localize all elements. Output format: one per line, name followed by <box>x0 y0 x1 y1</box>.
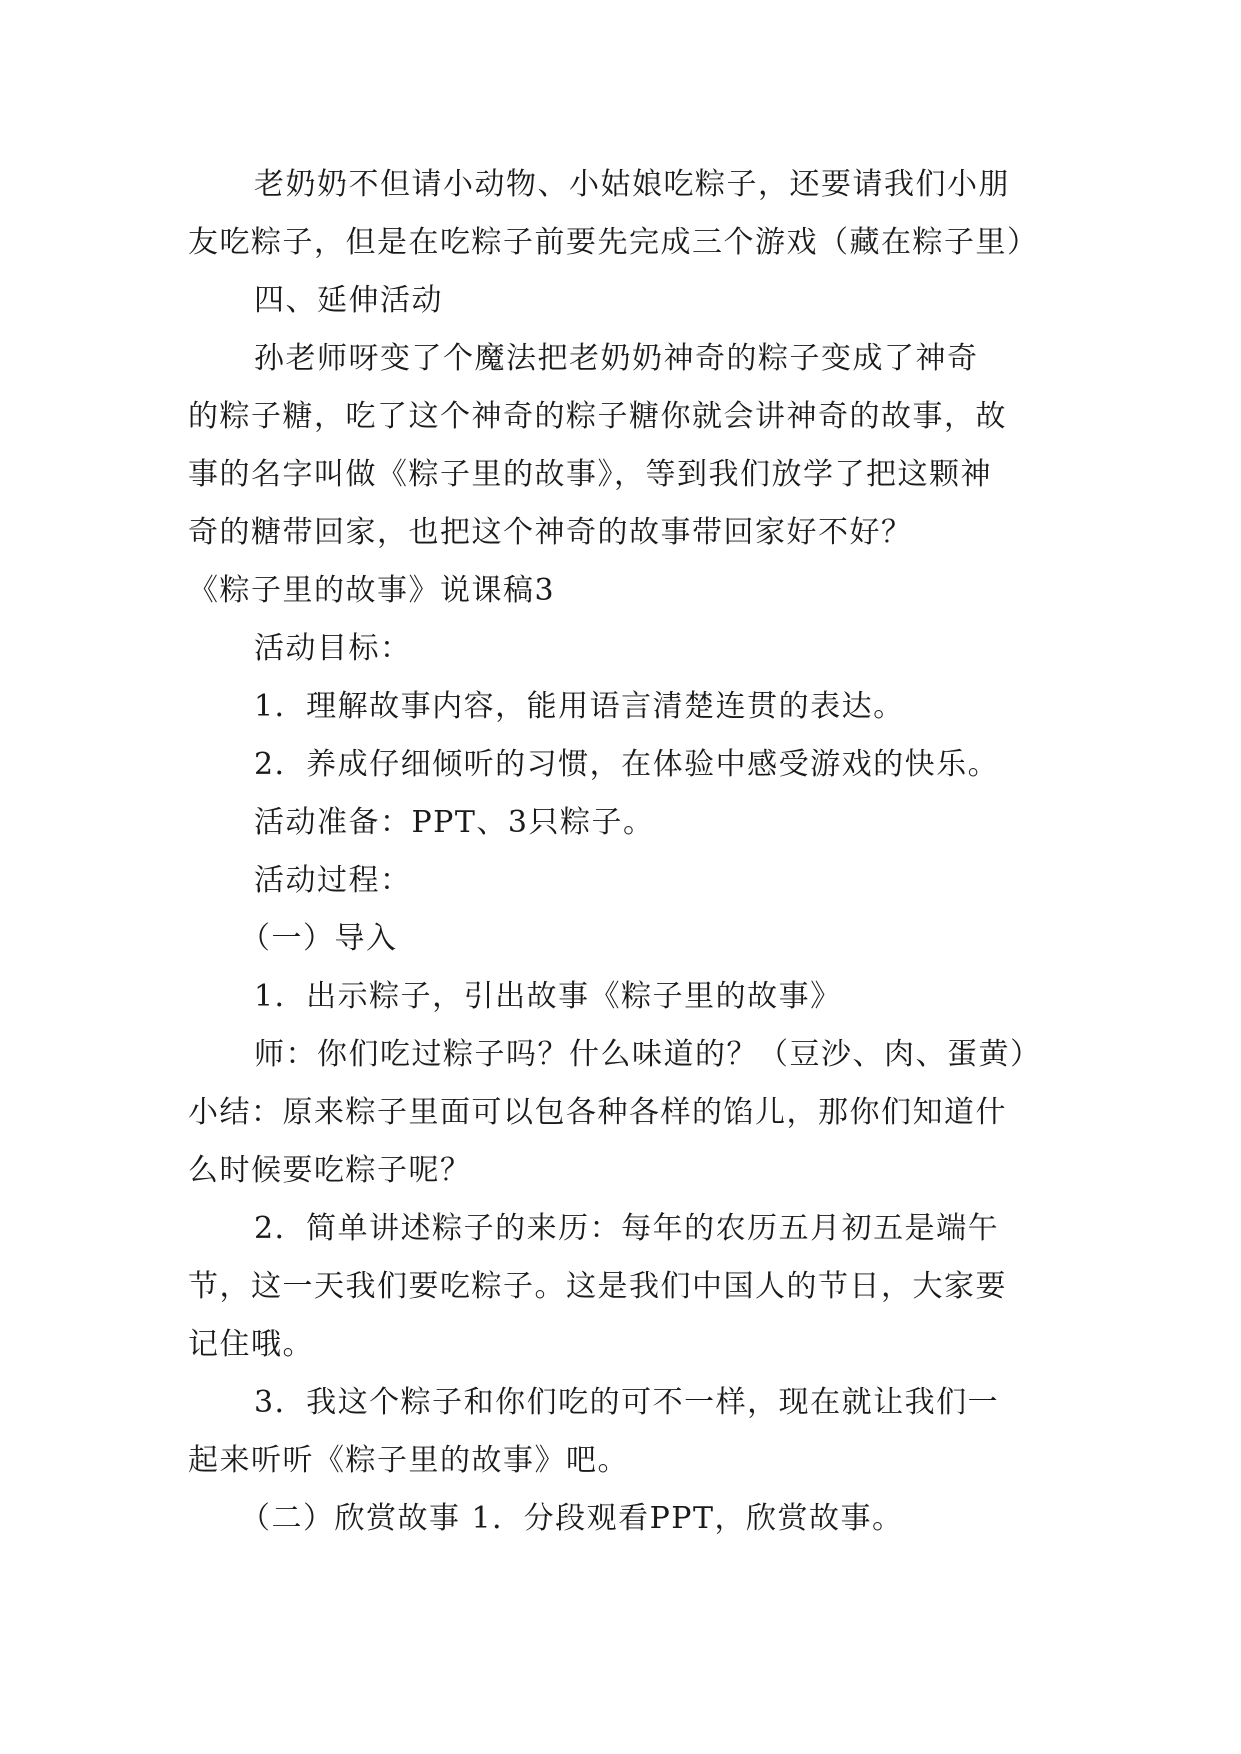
paragraph-line: 事的名字叫做《粽子里的故事》，等到我们放学了把这颗神 <box>188 457 992 492</box>
paragraph-line: 节，这一天我们要吃粽子。这是我们中国人的节日，大家要 <box>188 1269 1007 1304</box>
paragraph-line: 小结：原来粽子里面可以包各种各样的馅儿，那你们知道什 <box>188 1095 1007 1130</box>
section-heading: （二）欣赏故事 1．分段观看PPT，欣赏故事。 <box>240 1501 904 1536</box>
paragraph-line: 记住哦。 <box>188 1327 314 1362</box>
paragraph-line: 老奶奶不但请小动物、小姑娘吃粽子，还要请我们小朋 <box>254 167 1010 202</box>
section-heading: 四、延伸活动 <box>254 283 443 318</box>
document-title: 《粽子里的故事》说课稿3 <box>188 573 556 608</box>
section-label: 活动目标： <box>254 631 412 666</box>
list-item: 1．理解故事内容，能用语言清楚连贯的表达。 <box>254 689 905 724</box>
paragraph-line: 奇的糖带回家，也把这个神奇的故事带回家好不好？ <box>188 515 913 550</box>
paragraph-line: 么时候要吃粽子呢？ <box>188 1153 472 1188</box>
list-item: 2．简单讲述粽子的来历：每年的农历五月初五是端午 <box>254 1211 1000 1246</box>
paragraph-line: 的粽子糖，吃了这个神奇的粽子糖你就会讲神奇的故事，故 <box>188 399 1007 434</box>
paragraph-line: 孙老师呀变了个魔法把老奶奶神奇的粽子变成了神奇 <box>254 341 979 376</box>
section-label: 活动过程： <box>254 863 412 898</box>
paragraph-line: 起来听听《粽子里的故事》吧。 <box>188 1443 629 1478</box>
list-item: 2．养成仔细倾听的习惯，在体验中感受游戏的快乐。 <box>254 747 1000 782</box>
list-item: 1．出示粽子，引出故事《粽子里的故事》 <box>254 979 842 1014</box>
paragraph-line: 师：你们吃过粽子吗？什么味道的？（豆沙、肉、蛋黄） <box>254 1037 1042 1072</box>
paragraph-line: 友吃粽子，但是在吃粽子前要先完成三个游戏（藏在粽子里） <box>188 225 1039 260</box>
list-item: 3．我这个粽子和你们吃的可不一样，现在就让我们一 <box>254 1385 1000 1420</box>
section-heading: （一）导入 <box>240 921 398 956</box>
section-label: 活动准备：PPT、3只粽子。 <box>254 805 655 840</box>
